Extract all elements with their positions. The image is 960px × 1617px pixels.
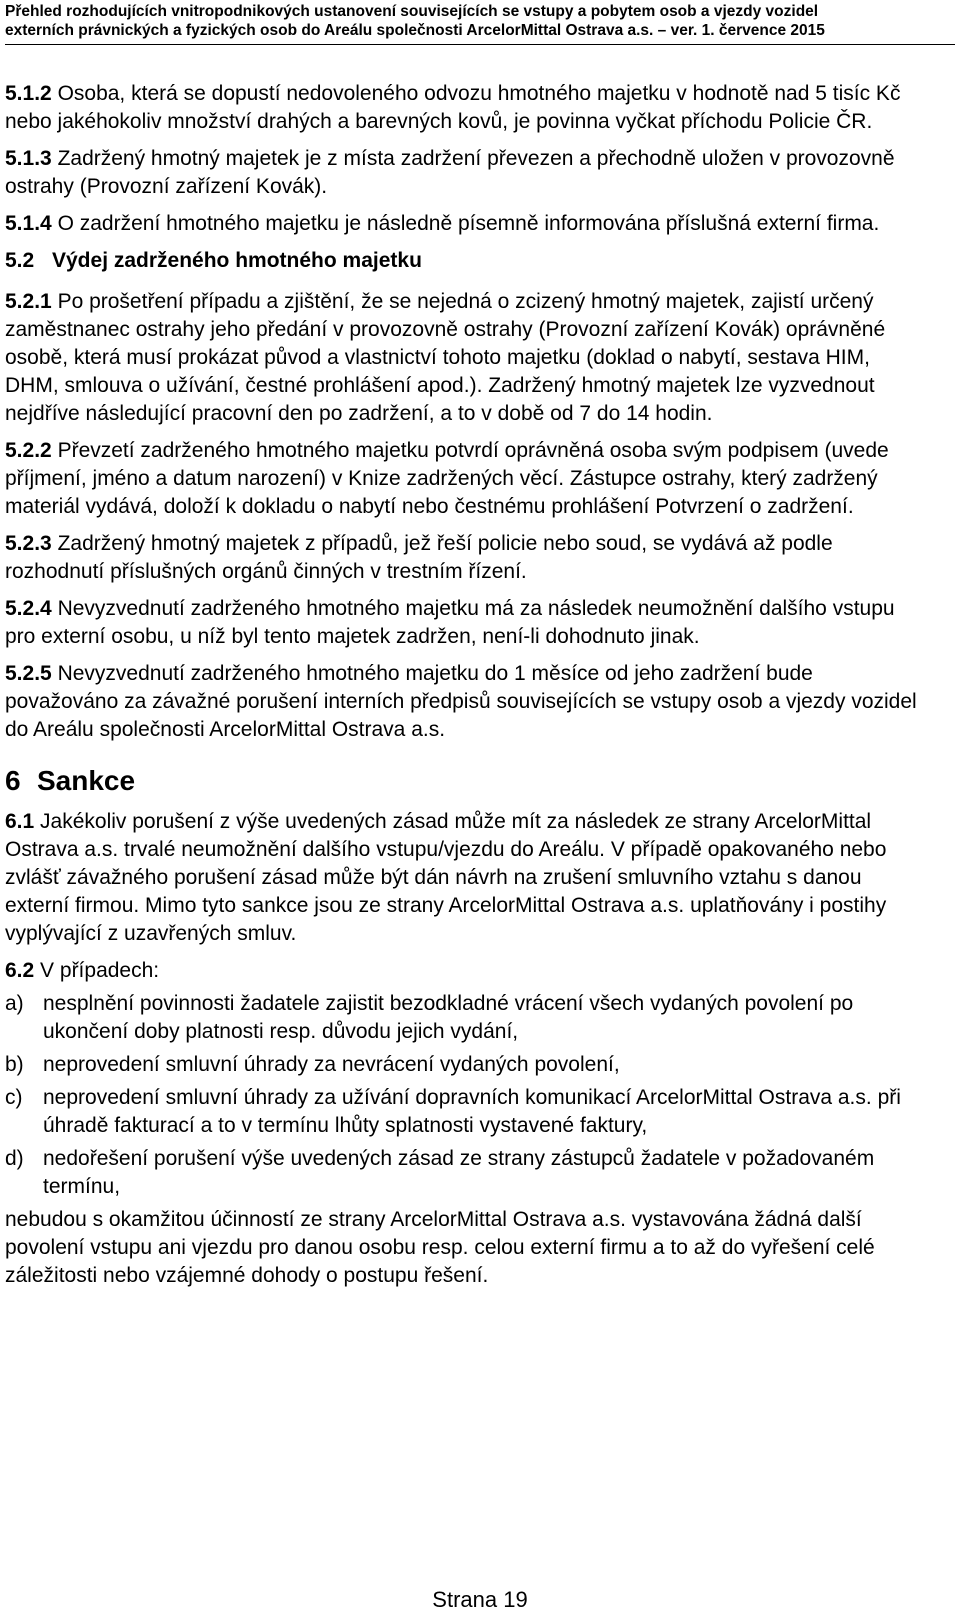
paragraph-text: Po prošetření případu a zjištění, že se nejedná o zcizený hmotný majetek, zajistí určený zaměstnanec ostrahy jeho předání v provozovně ostrahy (Provozní zařízení Kovák) oprávněné osobě, která musí prokázat původ a vlastnictví tohoto majetku (doklad o nabytí, sestava HIM, DHM, smlouva o užívání, čestné prohlášení apod.). Zadržený hmotný majetek lze vyzvednout nejdříve následující pracovní den po zadržení, a to v době od 7 do 14 hodin. [5, 290, 886, 425]
paragraph-number: 5.2.5 [5, 662, 52, 685]
paragraph-number: 5.1.2 [5, 82, 52, 105]
paragraph-5-2-1 [5, 288, 927, 428]
page-header [5, 2, 955, 40]
paragraph-text: Zadržený hmotný majetek je z místa zadržení převezen a přechodně uložen v provozovně ostrahy (Provozní zařízení Kovák). [5, 147, 895, 198]
paragraph-number: 5.2.2 [5, 439, 52, 462]
document-body [5, 80, 927, 1299]
section-title: Sankce [37, 765, 136, 796]
header-line-2: externích právnických a fyzických osob do Areálu společnosti ArcelorMittal Ostrava a.s. – ver. 1. července 2015 [5, 22, 825, 39]
list-item [5, 1051, 927, 1079]
section-heading-6 [5, 764, 927, 798]
header-divider [5, 44, 955, 45]
paragraph-5-2-2 [5, 437, 927, 521]
paragraph-number: 6.1 [5, 810, 35, 833]
list-marker: d) [5, 1147, 24, 1170]
list-item-text: nesplnění povinnosti žadatele zajistit bezodkladné vrácení všech vydaných povolení po ukončení doby platnosti resp. důvodu jejich vydání, [43, 992, 854, 1043]
section-number: 6 [5, 765, 21, 796]
paragraph-text: Nevyzvednutí zadrženého hmotného majetku do 1 měsíce od jeho zadržení bude považováno za závažné porušení interních předpisů souvisejících se vstupy osob a vjezdy vozidel do Areálu společnosti ArcelorMittal Ostrava a.s. [5, 662, 917, 741]
paragraph-5-1-2 [5, 80, 927, 136]
paragraph-6-1 [5, 808, 927, 948]
paragraph-5-2-5 [5, 660, 927, 744]
paragraph-5-2-4 [5, 595, 927, 651]
paragraph-number: 6.2 [5, 959, 35, 982]
paragraph-5-1-4 [5, 210, 927, 238]
paragraph-text: Zadržený hmotný majetek z případů, jež řeší policie nebo soud, se vydává až podle rozhodnutí příslušných orgánů činných v trestním řízení. [5, 532, 833, 583]
list-item [5, 990, 927, 1046]
list-item [5, 1084, 927, 1140]
list-marker: b) [5, 1053, 24, 1076]
page-number: Strana 19 [432, 1587, 528, 1612]
section-title: Výdej zadrženého hmotného majetku [52, 249, 422, 272]
paragraph-number: 5.1.3 [5, 147, 52, 170]
sanction-conditions-list [5, 990, 927, 1201]
list-item-text: nedořešení porušení výše uvedených zásad ze strany zástupců žadatele v požadovaném termínu, [43, 1147, 875, 1198]
paragraph-number: 5.2.4 [5, 597, 52, 620]
paragraph-text: Převzetí zadrženého hmotného majetku potvrdí oprávněná osoba svým podpisem (uvede příjmení, jméno a datum narození) v Knize zadržených věcí. Zástupce ostrahy, který zadržený materiál vydává, doloží k dokladu o nabytí nebo čestnému prohlášení Potvrzení o zadržení. [5, 439, 889, 518]
paragraph-text: Osoba, která se dopustí nedovoleného odvozu hmotného majetku v hodnotě nad 5 tisíc Kč nebo jakéhokoliv množství drahých a barevných kovů, je povinna vyčkat příchodu Policie ČR. [5, 82, 901, 133]
paragraph-text: O zadržení hmotného majetku je následně písemně informována příslušná externí firma. [57, 212, 880, 235]
section-heading-5-2 [5, 247, 927, 275]
list-item-text: neprovedení smluvní úhrady za užívání dopravních komunikací ArcelorMittal Ostrava a.s. při úhradě fakturací a to v termínu lhůty splatnosti vystavené faktury, [43, 1086, 901, 1137]
paragraph-number: 5.1.4 [5, 212, 52, 235]
section-number: 5.2 [5, 249, 35, 272]
paragraph-number: 5.2.3 [5, 532, 52, 555]
closing-paragraph: nebudou s okamžitou účinností ze strany ArcelorMittal Ostrava a.s. vystavována žádná další povolení vstupu ani vjezdu pro danou osobu resp. celou externí firmu a to až do vyřešení celé záležitosti nebo vzájemné dohody o postupu řešení. [5, 1208, 875, 1287]
paragraph-text: Nevyzvednutí zadrženého hmotného majetku má za následek neumožnění dalšího vstupu pro externí osobu, u níž byl tento majetek zadržen, není-li dohodnuto jinak. [5, 597, 895, 648]
list-item [5, 1145, 927, 1201]
list-marker: a) [5, 992, 24, 1015]
list-item-text: neprovedení smluvní úhrady za nevrácení vydaných povolení, [43, 1053, 620, 1076]
header-line-1: Přehled rozhodujících vnitropodnikových ustanovení souvisejících se vstupy a pobytem osob a vjezdy vozidel [5, 3, 819, 20]
paragraph-6-2 [5, 957, 927, 985]
paragraph-number: 5.2.1 [5, 290, 52, 313]
paragraph-5-2-3 [5, 530, 927, 586]
paragraph-text: V případech: [40, 959, 160, 982]
list-marker: c) [5, 1086, 23, 1109]
paragraph-text: Jakékoliv porušení z výše uvedených zásad může mít za následek ze strany ArcelorMittal Ostrava a.s. trvalé neumožnění dalšího vstupu/vjezdu do Areálu. V případě opakovaného nebo zvlášť závažného porušení zásad může být dán návrh na zrušení smluvního vztahu s danou externí firmou. Mimo tyto sankce jsou ze strany ArcelorMittal Ostrava a.s. uplatňovány i postihy vyplývající z uzavřených smluv. [5, 810, 887, 945]
paragraph-5-1-3 [5, 145, 927, 201]
